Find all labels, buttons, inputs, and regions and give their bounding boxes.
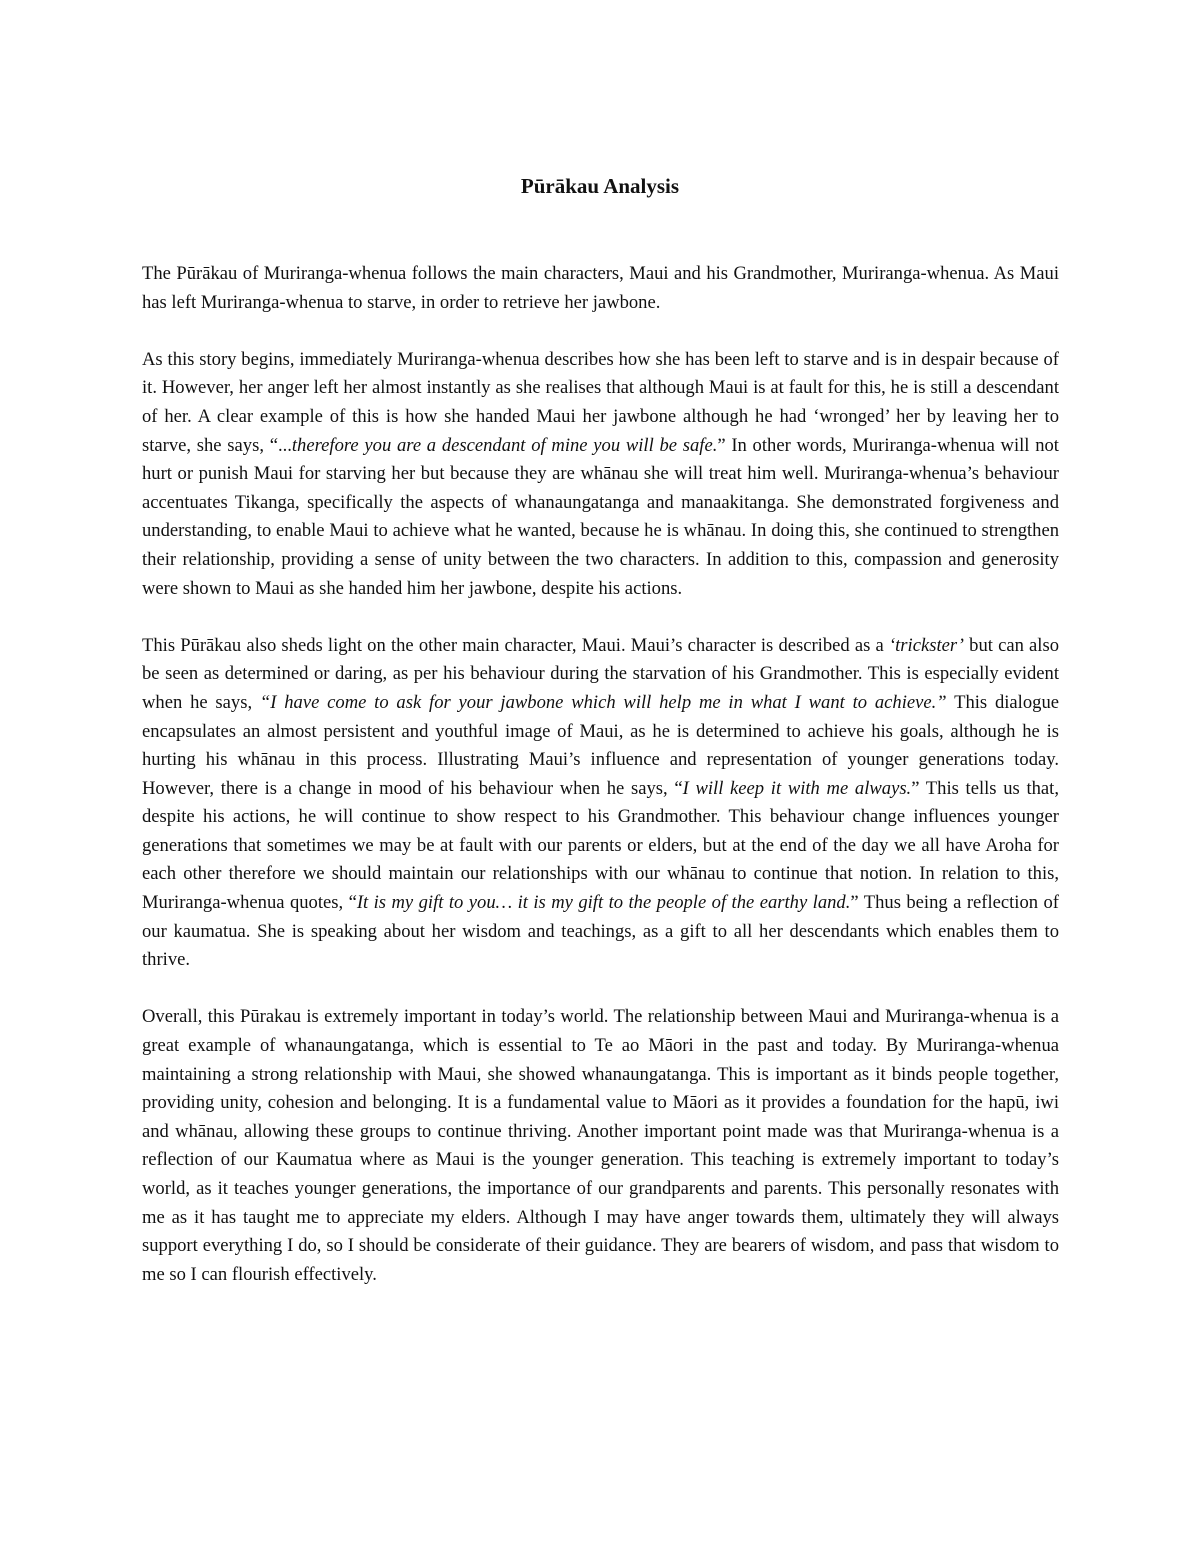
paragraph-text: ” This tells us that, despite his actions, he will continue to show respect to his Grandmother. This behaviour change influences younger generations that sometimes we may be at fault with our parents or elders, but at the end of the day we all have Aroha for each other therefore we should maintain our relationships with our whānau to continue that notion. In relation to this, Muriranga-whenua quotes, “ <box>142 777 1059 914</box>
paragraph-text: Overall, this Pūrakau is extremely important in today’s world. The relationship between Maui and Muriranga-whenua is a great example of whanaungatanga, which is essential to Te ao Māori in the past and today. By Muriranga-whenua maintaining a strong relationship with Maui, she showed whanaungatanga. This is important as it binds people together, providing unity, cohesion and belonging. It is a fundamental value to Māori as it provides a foundation for the hapū, iwi and whānau, allowing these groups to continue thriving. Another important point made was that Muriranga-whenua is a reflection of our Kaumatua where as Maui is the younger generation. This teaching is extremely important to today’s world, as it teaches younger generations, the importance of our grandparents and parents. This personally resonates with me as it has taught me to appreciate my elders. Although I may have anger towards them, ultimately they will always support everything I do, so I should be considerate of their guidance. They are bearers of wisdom, and pass that wisdom to me so I can flourish effectively. <box>142 1006 1059 1285</box>
paragraph-text: This dialogue encapsulates an almost persistent and youthful image of Maui, as he is determined to achieve his goals, although he is hurting his whānau in this process. Illustrating Maui’s influence and representation of younger generations today. However, there is a change in mood of his behaviour when he says, “ <box>142 691 1059 799</box>
paragraph-text: As this story begins, immediately Muriranga-whenua describes how she has been left to starve and is in despair because of it. However, her anger left her almost instantly as she realises that although Maui is at fault for this, he is still a descendant of her. A clear example of this is how she handed Maui her jawbone although he had ‘wronged’ her by leaving her to starve, she says, “... <box>142 348 1059 456</box>
quoted-text: I will keep it with me always. <box>682 777 912 799</box>
quoted-text: It is my gift to you… it is my gift to the people of the earthy land. <box>356 892 851 914</box>
body-paragraph <box>142 1003 1059 1289</box>
paragraph-text: The Pūrākau of Muriranga-whenua follows the main characters, Maui and his Grandmother, Muriranga-whenua. As Maui has left Muriranga-whenua to starve, in order to retrieve her jawbone. <box>142 263 1059 313</box>
quoted-text: “I have come to ask for your jawbone which will help me in what I want to achieve.” <box>259 691 947 713</box>
body-paragraph <box>142 632 1059 975</box>
paragraph-text: ” In other words, Muriranga-whenua will not hurt or punish Maui for starving her but because they are whānau she will treat him well. Muriranga-whenua’s behaviour accentuates Tikanga, specifically the aspects of whanaungatanga and manaakitanga. She demonstrated forgiveness and understanding, to enable Maui to achieve what he wanted, because he is whānau. In doing this, she continued to strengthen their relationship, providing a sense of unity between the two characters. In addition to this, compassion and generosity were shown to Maui as she handed him her jawbone, despite his actions. <box>142 434 1059 599</box>
paragraph-spacer <box>142 975 1059 1004</box>
paragraph-text: ” Thus being a reflection of our kaumatua. She is speaking about her wisdom and teachings, as a gift to all her descendants which enables them to thrive. <box>142 892 1059 971</box>
quoted-text: ‘trickster’ <box>888 634 964 656</box>
document-body <box>142 260 1059 1289</box>
quoted-text: therefore you are a descendant of mine you will be safe. <box>291 434 718 456</box>
body-paragraph <box>142 260 1059 317</box>
paragraph-text: This Pūrākau also sheds light on the other main character, Maui. Maui’s character is described as a <box>142 634 889 656</box>
paragraph-spacer <box>142 317 1059 346</box>
document-title: Pūrākau Analysis <box>520 174 680 198</box>
body-paragraph <box>142 346 1059 603</box>
paragraph-text: but can also be seen as determined or daring, as per his behaviour during the starvation of his Grandmother. This is especially evident when he says, <box>142 634 1059 713</box>
paragraph-spacer <box>142 603 1059 632</box>
